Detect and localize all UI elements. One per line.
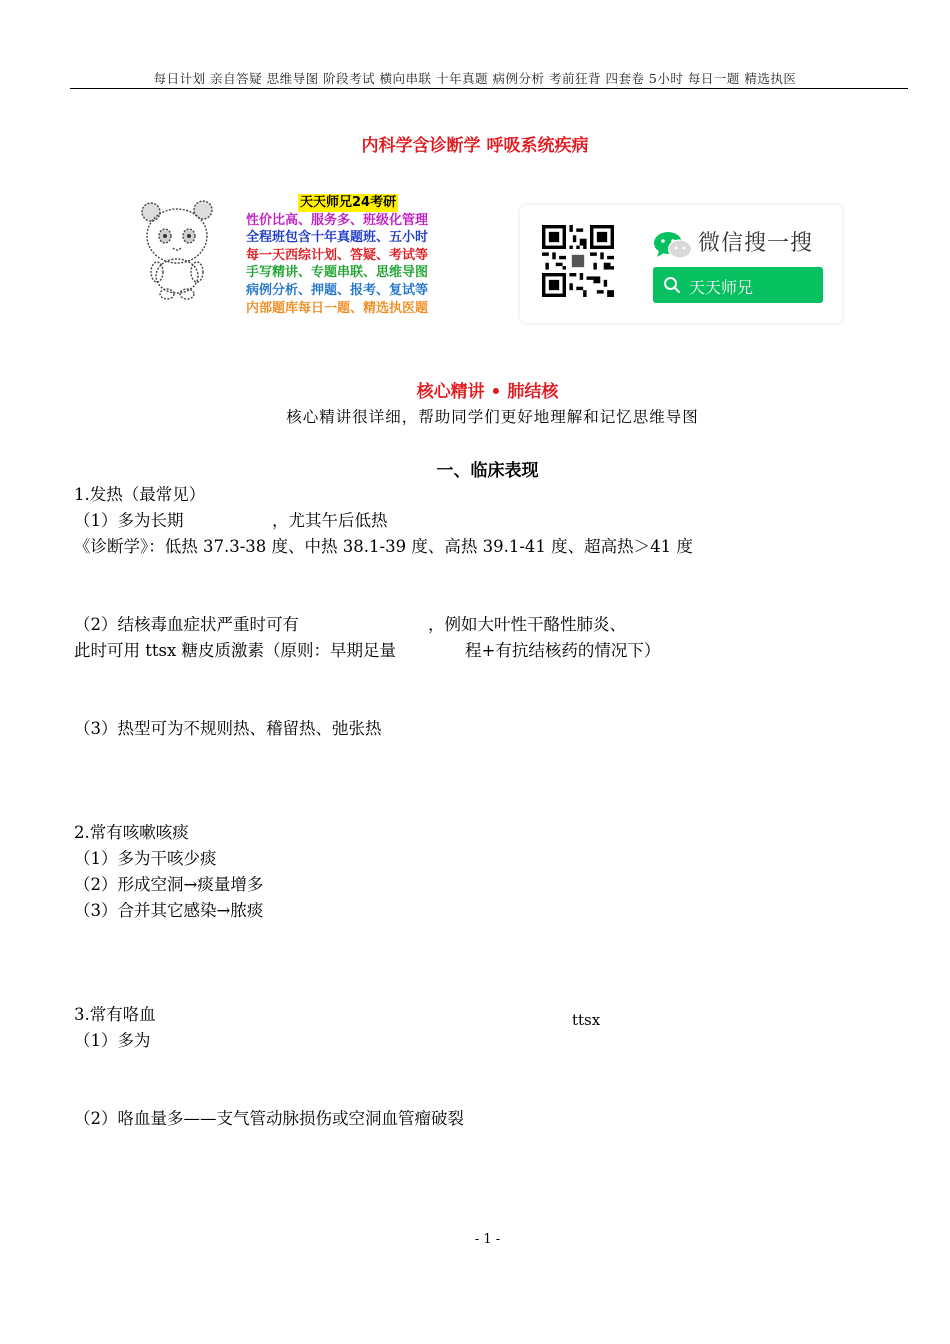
wechat-search-text: 微信搜一搜	[698, 231, 814, 256]
cough-item-3: （3）合并其它感染→脓痰	[74, 901, 264, 920]
promo-title: 天天师兄24考研	[300, 195, 397, 210]
ttsx-mark: ttsx	[572, 1011, 601, 1029]
wechat-search-button[interactable]	[653, 267, 823, 303]
cough-title: 2.常有咳嗽咳痰	[74, 823, 189, 842]
fever-reference: 《诊断学》：低热 37.3-38 度、中热 38.1-39 度、高热 39.1-41 度、超高热＞41 度	[74, 537, 693, 556]
cough-item-2: （2）形成空洞→痰量增多	[74, 875, 264, 894]
promo-block	[246, 194, 466, 317]
header-nav: 每日计划 亲自答疑 思维导图 阶段考试 横向串联 十年真题 病例分析 考前狂背 四套卷 5小时 每日一题 精选执医	[153, 71, 797, 86]
fever-item-1a: （1）多为长期	[74, 511, 184, 530]
search-icon	[663, 276, 681, 294]
panda-mascot-icon	[137, 200, 219, 300]
promo-line: 全程班包含十年真题班、五小时	[246, 230, 429, 246]
wechat-search-card[interactable]	[520, 205, 842, 323]
hemoptysis-title: 3.常有咯血	[74, 1005, 156, 1024]
promo-line: 病例分析、押题、报考、复试等	[246, 282, 429, 298]
section-subtitle: 核心精讲很详细，帮助同学们更好地理解和记忆思维导图	[286, 408, 699, 426]
fever-item-2c: 此时可用 ttsx 糖皮质激素（原则：早期足量	[74, 641, 397, 660]
promo-line: 性价比高、服务多、班级化管理	[246, 212, 429, 228]
cough-item-1: （1）多为干咳少痰	[74, 849, 217, 868]
page-number: - 1 -	[474, 1232, 501, 1247]
fever-item-3: （3）热型可为不规则热、稽留热、弛张热	[74, 719, 382, 738]
qr-code	[542, 225, 614, 297]
wechat-logo-icon	[653, 230, 693, 260]
hemoptysis-item-2: （2）咯血量多——支气管动脉损伤或空洞血管瘤破裂	[74, 1109, 464, 1128]
document-title: 内科学含诊断学 呼吸系统疾病	[361, 136, 589, 156]
header-divider	[70, 88, 908, 89]
section-title: 核心精讲 • 肺结核	[416, 382, 559, 402]
fever-title: 1.发热（最常见）	[74, 485, 206, 504]
fever-item-1b: ，尤其午后低热	[272, 511, 388, 530]
promo-line: 内部题库每日一题、精选执医题	[246, 300, 429, 316]
fever-item-2a: （2）结核毒血症状严重时可有	[74, 615, 299, 634]
promo-line: 手写精讲、专题串联、思维导图	[246, 265, 429, 281]
fever-item-2d: 程+有抗结核药的情况下）	[465, 641, 661, 660]
fever-item-2b: ，例如大叶性干酪性肺炎、	[428, 615, 626, 634]
promo-line: 每一天西综计划、答疑、考试等	[246, 247, 429, 263]
wechat-search-label: 天天师兄	[689, 278, 754, 297]
hemoptysis-item-1: （1）多为	[74, 1031, 151, 1050]
clinical-heading: 一、临床表现	[436, 461, 539, 481]
